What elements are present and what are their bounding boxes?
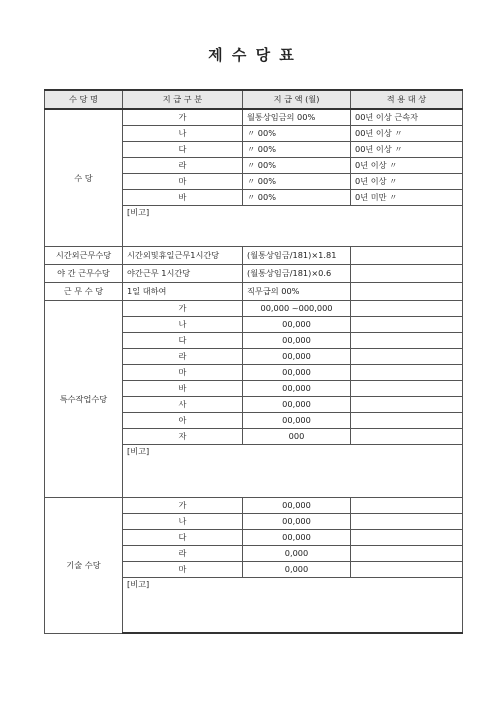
amount-cell: 00,000 (243, 530, 351, 546)
table-row (45, 301, 463, 317)
grade-cell: 라 (123, 158, 243, 174)
amount-cell: 00,000 (243, 365, 351, 381)
target-cell (351, 562, 463, 578)
table-row (45, 283, 463, 301)
target-cell (351, 317, 463, 333)
section-label-overtime: 시간외근무수당 (45, 247, 123, 265)
target-cell (351, 333, 463, 349)
target-cell (351, 365, 463, 381)
section-label-tech: 기술 수당 (45, 498, 123, 634)
target-cell (351, 301, 463, 317)
table-row (45, 265, 463, 283)
section-label-night: 야 간 근무수당 (45, 265, 123, 283)
grade-cell: 마 (123, 562, 243, 578)
grade-cell: 바 (123, 381, 243, 397)
allowance-table (44, 89, 463, 634)
grade-cell: 바 (123, 190, 243, 206)
note-cell: [비고] (123, 445, 463, 498)
basis-cell: 야간근무 1시간당 (123, 265, 243, 283)
grade-cell: 라 (123, 546, 243, 562)
grade-cell: 나 (123, 317, 243, 333)
amount-cell: 00,000 (243, 317, 351, 333)
grade-cell: 다 (123, 142, 243, 158)
amount-cell: 00,000 (243, 498, 351, 514)
page-title: 제 수 당 표 (208, 46, 296, 64)
amount-cell: (월통상임금/181)×0.6 (243, 265, 351, 283)
section-label-duty: 근 무 수 당 (45, 283, 123, 301)
grade-cell: 마 (123, 174, 243, 190)
grade-cell: 가 (123, 301, 243, 317)
target-cell (351, 265, 463, 283)
grade-cell: 다 (123, 333, 243, 349)
target-cell (351, 283, 463, 301)
amount-cell: 〃 00% (243, 190, 351, 206)
amount-cell: 00,000 (243, 349, 351, 365)
amount-cell: 00,000 (243, 381, 351, 397)
target-cell (351, 429, 463, 445)
target-cell: 00년 이상 〃 (351, 126, 463, 142)
grade-cell: 다 (123, 530, 243, 546)
amount-cell: 00,000 (243, 397, 351, 413)
header-payment-class: 지 급 구 분 (123, 90, 243, 109)
section-label-special: 특수작업수당 (45, 301, 123, 498)
grade-cell: 가 (123, 109, 243, 126)
amount-cell: 00,000 (243, 514, 351, 530)
amount-cell: (월통상임금/181)×1.81 (243, 247, 351, 265)
grade-cell: 자 (123, 429, 243, 445)
grade-cell: 사 (123, 397, 243, 413)
target-cell: 0년 미만 〃 (351, 190, 463, 206)
grade-cell: 가 (123, 498, 243, 514)
target-cell (351, 498, 463, 514)
grade-cell: 나 (123, 514, 243, 530)
target-cell (351, 546, 463, 562)
amount-cell: 〃 00% (243, 174, 351, 190)
grade-cell: 마 (123, 365, 243, 381)
basis-cell: 1일 대하여 (123, 283, 243, 301)
table-row (45, 247, 463, 265)
target-cell (351, 413, 463, 429)
target-cell: 00년 이상 〃 (351, 142, 463, 158)
target-cell: 0년 이상 〃 (351, 158, 463, 174)
target-cell (351, 397, 463, 413)
note-cell: [비고] (123, 206, 463, 247)
header-allowance-name: 수 당 명 (45, 90, 123, 109)
target-cell: 0년 이상 〃 (351, 174, 463, 190)
note-cell: [비고] (123, 578, 463, 634)
target-cell (351, 514, 463, 530)
amount-cell: 00,000 ~000,000 (243, 301, 351, 317)
grade-cell: 아 (123, 413, 243, 429)
amount-cell: 〃 00% (243, 126, 351, 142)
target-cell (351, 247, 463, 265)
amount-cell: 00,000 (243, 333, 351, 349)
amount-cell: 000 (243, 429, 351, 445)
table-row (45, 498, 463, 514)
basis-cell: 시간외및휴일근무1시간당 (123, 247, 243, 265)
amount-cell: 0,000 (243, 546, 351, 562)
amount-cell: 0,000 (243, 562, 351, 578)
amount-cell: 〃 00% (243, 142, 351, 158)
amount-cell: 월통상임금의 00% (243, 109, 351, 126)
target-cell: 00년 이상 근속자 (351, 109, 463, 126)
amount-cell: 〃 00% (243, 158, 351, 174)
target-cell (351, 530, 463, 546)
header-payment-amount: 지 급 액 (월) (243, 90, 351, 109)
target-cell (351, 381, 463, 397)
table-row (45, 109, 463, 126)
header-applicable-target: 적 용 대 상 (351, 90, 463, 109)
grade-cell: 라 (123, 349, 243, 365)
grade-cell: 나 (123, 126, 243, 142)
amount-cell: 직무급의 00% (243, 283, 351, 301)
amount-cell: 00,000 (243, 413, 351, 429)
target-cell (351, 349, 463, 365)
header-row (45, 90, 463, 109)
section-label-allowance: 수 당 (45, 109, 123, 247)
